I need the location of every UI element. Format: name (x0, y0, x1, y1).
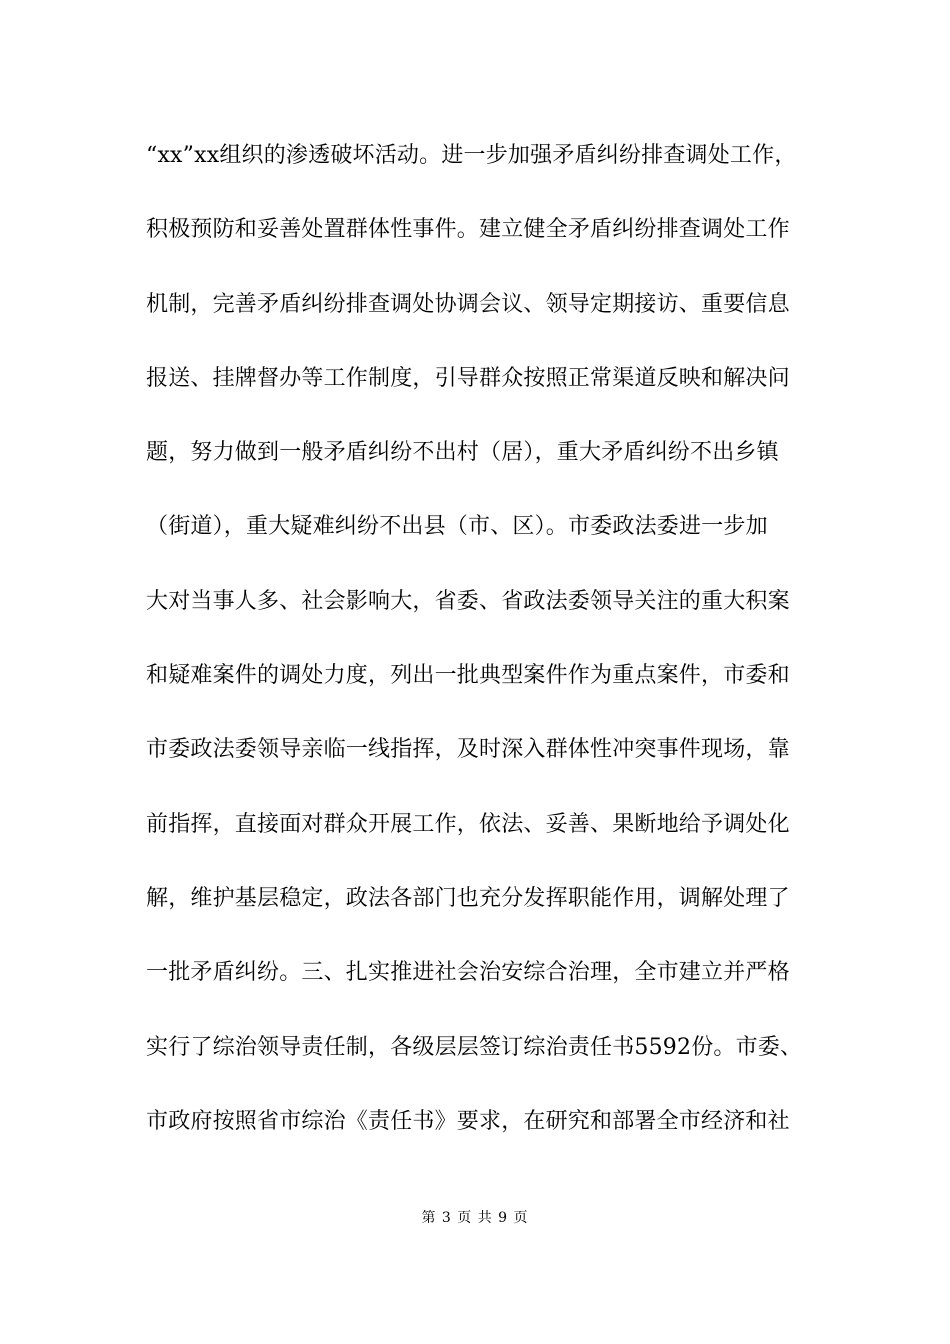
page-number-footer: 第 3 页 共 9 页 (421, 1210, 529, 1226)
text-line: 市委政法委领导亲临一线指挥，及时深入群体性冲突事件现场，靠 (146, 737, 790, 763)
text-line: 前指挥，直接面对群众开展工作，依法、妥善、果断地给予调处化 (146, 811, 790, 837)
text-line: “xx”xx组织的渗透破坏活动。进一步加强矛盾纠纷排查调处工作， (146, 143, 797, 168)
text-line: 机制，完善矛盾纠纷排查调处协调会议、领导定期接访、重要信息 (146, 291, 790, 317)
text-line: 和疑难案件的调处力度，列出一批典型案件作为重点案件，市委和 (146, 663, 790, 689)
text-line: 一批矛盾纠纷。三、扎实推进社会治安综合治理，全市建立并严格 (146, 960, 790, 986)
text-line: （街道），重大疑难纠纷不出县（市、区）。市委政法委进一步加 (146, 514, 768, 540)
text-line: 报送、挂牌督办等工作制度，引导群众按照正常渠道反映和解决问 (146, 365, 790, 391)
text-line: 实行了综治领导责任制，各级层层签订综治责任书5592份。市委、 (146, 1034, 803, 1060)
text-line: 市政府按照省市综治《责任书》要求，在研究和部署全市经济和社 (146, 1108, 790, 1134)
text-line: 题，努力做到一般矛盾纠纷不出村（居），重大矛盾纠纷不出乡镇 (146, 440, 779, 466)
text-line: 积极预防和妥善处置群体性事件。建立健全矛盾纠纷排查调处工作 (146, 217, 790, 243)
text-line: 解，维护基层稳定，政法各部门也充分发挥职能作用，调解处理了 (146, 885, 790, 911)
text-line: 大对当事人多、社会影响大，省委、省政法委领导关注的重大积案 (146, 588, 790, 614)
body-paragraph (146, 128, 816, 1168)
